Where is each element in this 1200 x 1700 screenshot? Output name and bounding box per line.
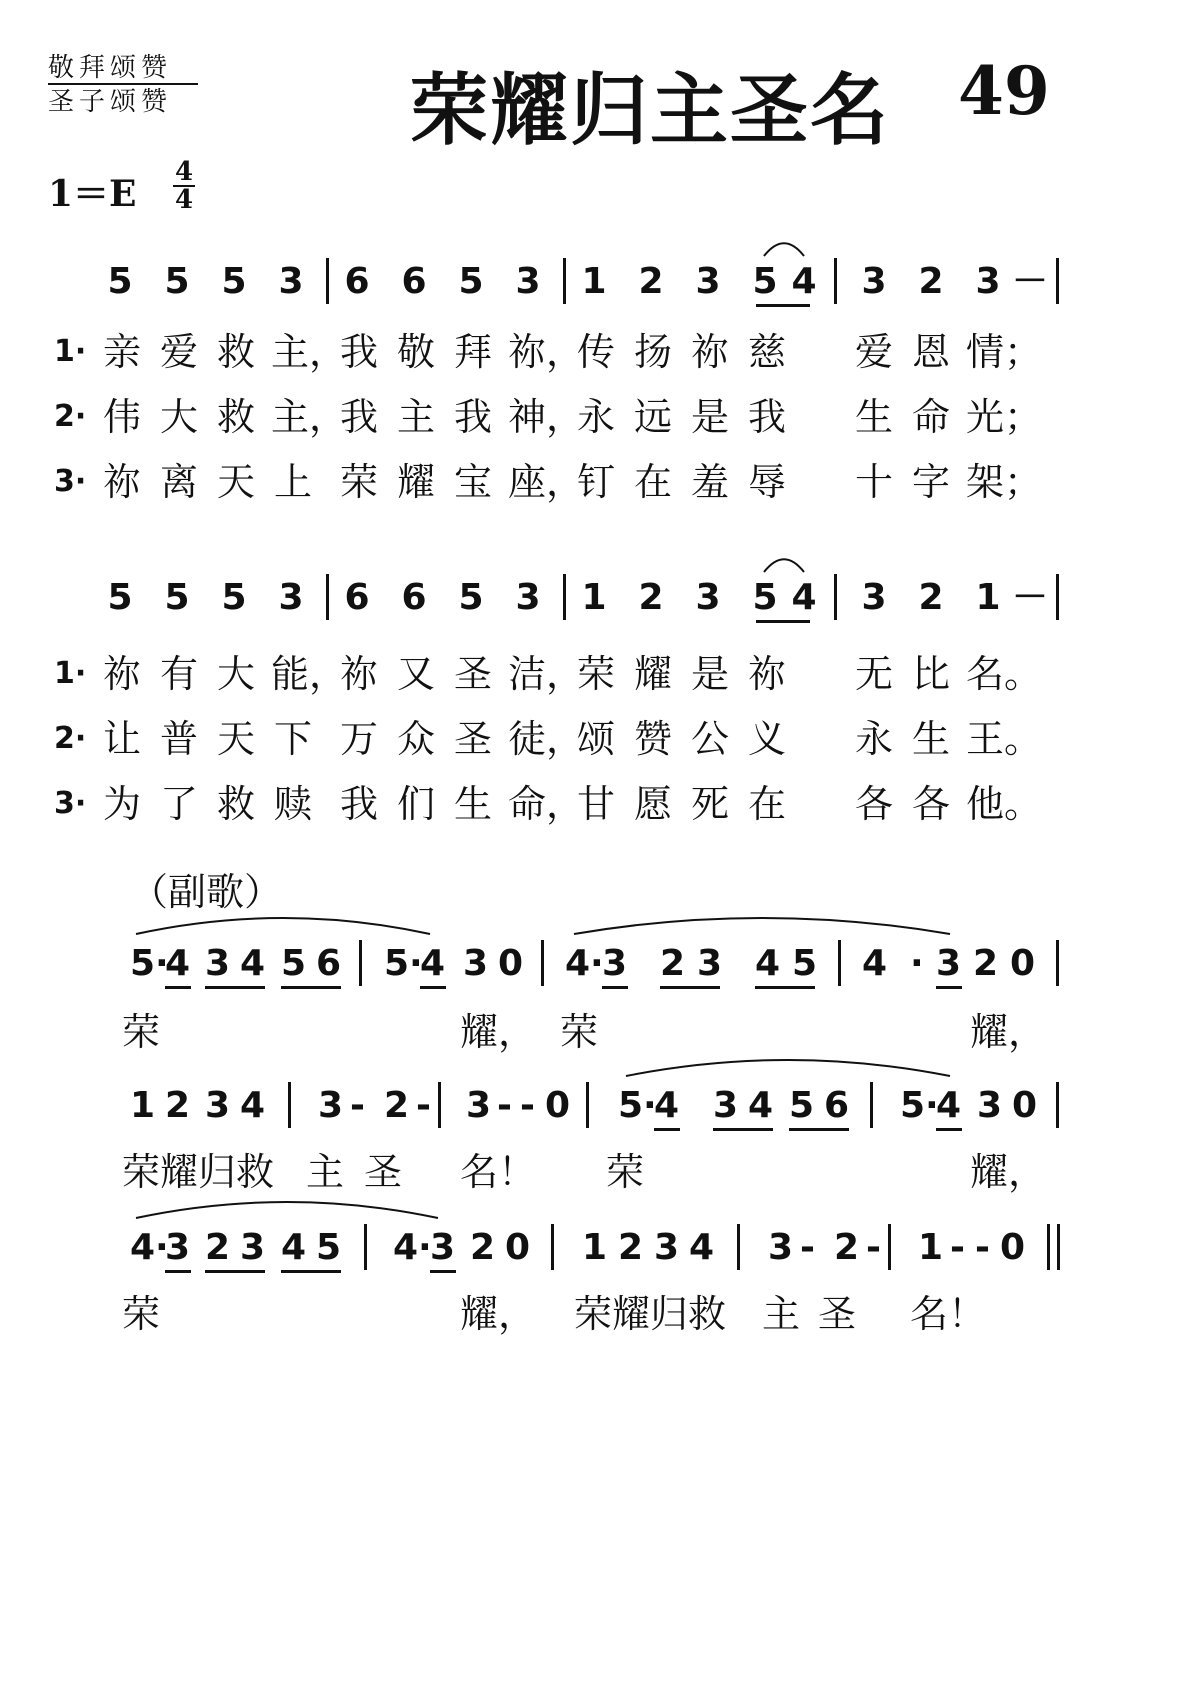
lyric-syllable: 耀， (460, 1010, 537, 1054)
note: 3 (318, 1085, 344, 1126)
lyric-syllable: 架； (966, 460, 1043, 504)
lyric-syllable: 比 (911, 652, 950, 696)
lyric-syllable: 死 (690, 782, 729, 826)
note: 1 (581, 261, 607, 302)
note: 6 (344, 261, 370, 302)
lyric-syllable: 荣 (339, 460, 378, 504)
note: 3 (936, 943, 962, 984)
note: 6 (344, 577, 370, 618)
lyric-syllable: 万 (339, 717, 378, 761)
barline (288, 1082, 291, 1128)
lyric-syllable: 我 (747, 395, 786, 439)
lyric-syllable: 钉 (576, 460, 615, 504)
lyric-syllable: 祢 (102, 460, 141, 504)
lyric-syllable: 又 (396, 652, 435, 696)
lyric-syllable: 圣 (453, 652, 492, 696)
note: 2 (384, 1085, 410, 1126)
note: 5 (752, 261, 778, 302)
lyric-syllable: 有 (159, 652, 198, 696)
lyric-syllable: 荣 (606, 1150, 645, 1194)
lyric-syllable: 耀 (396, 460, 435, 504)
time-signature-top: 4 (174, 157, 194, 187)
lyric-syllable: 天 (216, 460, 255, 504)
lyric-syllable: 主 (762, 1292, 801, 1336)
lyric-syllable: 耀， (460, 1292, 537, 1336)
verse-number: 3· (54, 786, 87, 821)
note: 3 (205, 1085, 231, 1126)
lyric-syllable: 救 (216, 782, 255, 826)
note: 2 (165, 1085, 191, 1126)
barline (364, 1224, 367, 1270)
note: 2 (660, 943, 686, 984)
lyric-syllable: 颂 (576, 717, 615, 761)
verse-number: 3· (54, 464, 87, 499)
note: 5· (384, 943, 423, 984)
lyric-syllable: 无 (854, 652, 893, 696)
lyric-syllable: 荣耀归救 (574, 1292, 727, 1336)
note: 0 (1012, 1085, 1038, 1126)
lyric-syllable: 祢 (102, 652, 141, 696)
note: 3 (695, 261, 721, 302)
beam-underline (713, 1128, 773, 1131)
lyric-syllable: 赞 (633, 717, 672, 761)
lyric-syllable: 名！ (910, 1292, 987, 1336)
lyric-syllable: 能， (271, 652, 348, 696)
note: 1 (918, 1227, 944, 1268)
lyric-syllable: 普 (159, 717, 198, 761)
note: · (910, 943, 924, 984)
note: 1 (581, 577, 607, 618)
lyric-syllable: 名！ (460, 1150, 537, 1194)
verse-number: 1· (54, 334, 87, 369)
lyric-syllable: 徒， (508, 717, 585, 761)
lyric-syllable: 耀， (970, 1150, 1047, 1194)
note: 5 (107, 261, 133, 302)
lyric-syllable: 神， (508, 395, 585, 439)
note: 4 (791, 261, 817, 302)
lyric-syllable: 祢， (508, 330, 585, 374)
note: 0 (545, 1085, 571, 1126)
barline (870, 1082, 873, 1128)
note: 5 (221, 577, 247, 618)
lyric-syllable: 亲 (102, 330, 141, 374)
note: 5· (900, 1085, 939, 1126)
lyric-syllable: 离 (159, 460, 198, 504)
note: 3 (278, 577, 304, 618)
lyric-syllable: 圣 (364, 1150, 403, 1194)
note: 2 (470, 1227, 496, 1268)
barline (541, 940, 544, 986)
note: 3 (165, 1227, 191, 1268)
note: 6 (316, 943, 342, 984)
lyric-syllable: 救 (216, 395, 255, 439)
note: 4 (689, 1227, 715, 1268)
note: 4 (165, 943, 191, 984)
note: - (497, 1085, 512, 1126)
note: 3 (861, 577, 887, 618)
beam-underline (756, 304, 810, 307)
lyric-syllable: 们 (396, 782, 435, 826)
note: 1 (975, 577, 1001, 618)
note: 1 (582, 1227, 608, 1268)
lyric-syllable: 荣耀归救 (122, 1150, 275, 1194)
barline (834, 258, 837, 304)
category-line-1: 敬拜颂赞 (48, 53, 173, 83)
note: 6 (401, 577, 427, 618)
note: 5· (618, 1085, 657, 1126)
category-divider (48, 83, 198, 85)
lyric-syllable: 荣 (560, 1010, 599, 1054)
lyric-syllable: 字 (911, 460, 950, 504)
barline (326, 574, 329, 620)
beam-underline (205, 1270, 265, 1273)
note: 3 (977, 1085, 1003, 1126)
note: 3 (713, 1085, 739, 1126)
note: 3 (515, 261, 541, 302)
barline (1057, 1224, 1060, 1270)
note: 4 (240, 943, 266, 984)
lyric-syllable: 爱 (854, 330, 893, 374)
lyric-syllable: 在 (633, 460, 672, 504)
lyric-syllable: 赎 (273, 782, 312, 826)
note: 4 (791, 577, 817, 618)
barline (1047, 1224, 1050, 1270)
lyric-syllable: 十 (854, 460, 893, 504)
slur-mark (624, 1056, 952, 1080)
lyric-syllable: 义 (747, 717, 786, 761)
barline (1056, 1082, 1059, 1128)
lyric-syllable: 各 (911, 782, 950, 826)
beam-underline (660, 986, 720, 989)
lyric-syllable: 敬 (396, 330, 435, 374)
note: 3 (463, 943, 489, 984)
lyric-syllable: 洁， (508, 652, 585, 696)
barline (563, 574, 566, 620)
slur-mark (134, 1198, 440, 1222)
note: 3 (430, 1227, 456, 1268)
beam-underline (756, 620, 810, 623)
verse-number: 2· (54, 399, 87, 434)
note: 4 (240, 1085, 266, 1126)
time-signature (172, 157, 196, 215)
note: 5· (130, 943, 169, 984)
beam-underline (281, 1270, 341, 1273)
lyric-syllable: 耀， (970, 1010, 1047, 1054)
note: - (520, 1085, 535, 1126)
barline (1056, 940, 1059, 986)
lyric-syllable: 各 (854, 782, 893, 826)
lyric-syllable: 祢 (747, 652, 786, 696)
note: 5 (792, 943, 818, 984)
note: 3 (654, 1227, 680, 1268)
lyric-syllable: 我 (339, 782, 378, 826)
category-line-2: 圣子颂赞 (48, 87, 173, 117)
lyric-syllable: 荣 (122, 1292, 161, 1336)
note: 6 (401, 261, 427, 302)
barline (326, 258, 329, 304)
note: 5 (281, 943, 307, 984)
note: 4 (654, 1085, 680, 1126)
note: 2 (918, 577, 944, 618)
barline (838, 940, 841, 986)
lyric-syllable: 永 (854, 717, 893, 761)
beam-underline (755, 986, 815, 989)
lyric-syllable: 祢 (690, 330, 729, 374)
note: - (866, 1227, 881, 1268)
note: 3 (695, 577, 721, 618)
note: 3 (602, 943, 628, 984)
note: 2 (205, 1227, 231, 1268)
beam-underline (789, 1128, 849, 1131)
lyric-syllable: 上 (273, 460, 312, 504)
lyric-syllable: 命， (508, 782, 585, 826)
note: 3 (466, 1085, 492, 1126)
lyric-syllable: 拜 (453, 330, 492, 374)
lyric-syllable: 恩 (911, 330, 950, 374)
lyric-syllable: 名。 (966, 652, 1043, 696)
lyric-syllable: 生 (453, 782, 492, 826)
beam-underline (936, 1128, 962, 1131)
note: 4· (393, 1227, 432, 1268)
barline (1056, 258, 1059, 304)
beam-underline (165, 986, 191, 989)
note: 5 (458, 577, 484, 618)
lyric-syllable: 生 (911, 717, 950, 761)
note: 6 (824, 1085, 850, 1126)
lyric-syllable: 下 (273, 717, 312, 761)
lyric-syllable: 圣 (453, 717, 492, 761)
lyric-syllable: 耀 (633, 652, 672, 696)
barline (834, 574, 837, 620)
note: 3 (768, 1227, 794, 1268)
note: 3 (861, 261, 887, 302)
note: 4 (755, 943, 781, 984)
lyric-syllable: 了 (159, 782, 198, 826)
barline (563, 258, 566, 304)
note: 4 (420, 943, 446, 984)
note: 5 (789, 1085, 815, 1126)
note: － (1012, 577, 1049, 618)
note: - (800, 1227, 815, 1268)
barline (359, 940, 362, 986)
lyric-syllable: 伟 (102, 395, 141, 439)
note: 4 (748, 1085, 774, 1126)
lyric-syllable: 我 (453, 395, 492, 439)
time-signature-bottom: 4 (174, 185, 194, 215)
note: 3 (515, 577, 541, 618)
lyric-syllable: 座， (508, 460, 585, 504)
note: - (950, 1227, 965, 1268)
lyric-syllable: 甘 (576, 782, 615, 826)
lyric-syllable: 传 (576, 330, 615, 374)
hymn-number: 49 (958, 52, 1050, 130)
lyric-syllable: 慈 (747, 330, 786, 374)
note: 3 (240, 1227, 266, 1268)
lyric-syllable: 是 (690, 652, 729, 696)
note: 0 (498, 943, 524, 984)
lyric-syllable: 主， (271, 330, 348, 374)
lyric-syllable: 爱 (159, 330, 198, 374)
lyric-syllable: 大 (159, 395, 198, 439)
note: 2 (638, 261, 664, 302)
lyric-syllable: 让 (102, 717, 141, 761)
note: 2 (918, 261, 944, 302)
lyric-syllable: 天 (216, 717, 255, 761)
lyric-syllable: 主 (306, 1150, 345, 1194)
beam-underline (420, 986, 446, 989)
note: - (416, 1085, 431, 1126)
slur-mark (134, 914, 432, 938)
beam-underline (281, 986, 341, 989)
note: 5 (164, 577, 190, 618)
lyric-syllable: 远 (633, 395, 672, 439)
note: 3 (975, 261, 1001, 302)
lyric-syllable: 为 (102, 782, 141, 826)
note: 5 (221, 261, 247, 302)
note: 4 (281, 1227, 307, 1268)
lyric-syllable: 众 (396, 717, 435, 761)
chorus-label: （副歌） (130, 870, 283, 914)
note: 4 (862, 943, 888, 984)
barline (586, 1082, 589, 1128)
lyric-syllable: 荣 (576, 652, 615, 696)
beam-underline (654, 1128, 680, 1131)
lyric-syllable: 扬 (633, 330, 672, 374)
verse-number: 2· (54, 721, 87, 756)
lyric-syllable: 是 (690, 395, 729, 439)
slur-mark (762, 240, 806, 260)
note: 5 (752, 577, 778, 618)
lyric-syllable: 生 (854, 395, 893, 439)
note: 2 (618, 1227, 644, 1268)
lyric-syllable: 祢 (339, 652, 378, 696)
note: 3 (278, 261, 304, 302)
lyric-syllable: 愿 (633, 782, 672, 826)
note: 0 (1010, 943, 1036, 984)
slur-mark (762, 556, 806, 576)
note: 2 (973, 943, 999, 984)
note: - (350, 1085, 365, 1126)
lyric-syllable: 公 (690, 717, 729, 761)
hymn-title: 荣耀归主圣名 (410, 66, 891, 156)
note: － (1012, 261, 1049, 302)
note: 5 (458, 261, 484, 302)
note: - (975, 1227, 990, 1268)
verse-number: 1· (54, 656, 87, 691)
lyric-syllable: 在 (747, 782, 786, 826)
beam-underline (602, 986, 628, 989)
note: 4· (565, 943, 604, 984)
barline (737, 1224, 740, 1270)
lyric-syllable: 宝 (453, 460, 492, 504)
barline (551, 1224, 554, 1270)
beam-underline (936, 986, 962, 989)
note: 0 (505, 1227, 531, 1268)
note: 4· (130, 1227, 169, 1268)
lyric-syllable: 我 (339, 395, 378, 439)
lyric-syllable: 主， (271, 395, 348, 439)
beam-underline (205, 986, 265, 989)
note: 3 (205, 943, 231, 984)
note: 5 (107, 577, 133, 618)
note: 2 (638, 577, 664, 618)
lyric-syllable: 主 (396, 395, 435, 439)
barline (438, 1082, 441, 1128)
lyric-syllable: 永 (576, 395, 615, 439)
lyric-syllable: 命 (911, 395, 950, 439)
lyric-syllable: 荣 (122, 1010, 161, 1054)
beam-underline (430, 1270, 456, 1273)
slur-mark (572, 914, 952, 938)
note: 2 (834, 1227, 860, 1268)
barline (888, 1224, 891, 1270)
note: 0 (1000, 1227, 1026, 1268)
beam-underline (165, 1270, 191, 1273)
lyric-syllable: 情； (966, 330, 1043, 374)
lyric-syllable: 我 (339, 330, 378, 374)
note: 1 (130, 1085, 156, 1126)
note: 5 (316, 1227, 342, 1268)
lyric-syllable: 光； (966, 395, 1043, 439)
lyric-syllable: 羞 (690, 460, 729, 504)
lyric-syllable: 圣 (818, 1292, 857, 1336)
lyric-syllable: 大 (216, 652, 255, 696)
lyric-syllable: 辱 (747, 460, 786, 504)
barline (1056, 574, 1059, 620)
lyric-syllable: 王。 (966, 717, 1043, 761)
lyric-syllable: 他。 (966, 782, 1043, 826)
lyric-syllable: 救 (216, 330, 255, 374)
note: 4 (936, 1085, 962, 1126)
key-signature: 1＝E (48, 173, 137, 215)
note: 5 (164, 261, 190, 302)
note: 3 (697, 943, 723, 984)
